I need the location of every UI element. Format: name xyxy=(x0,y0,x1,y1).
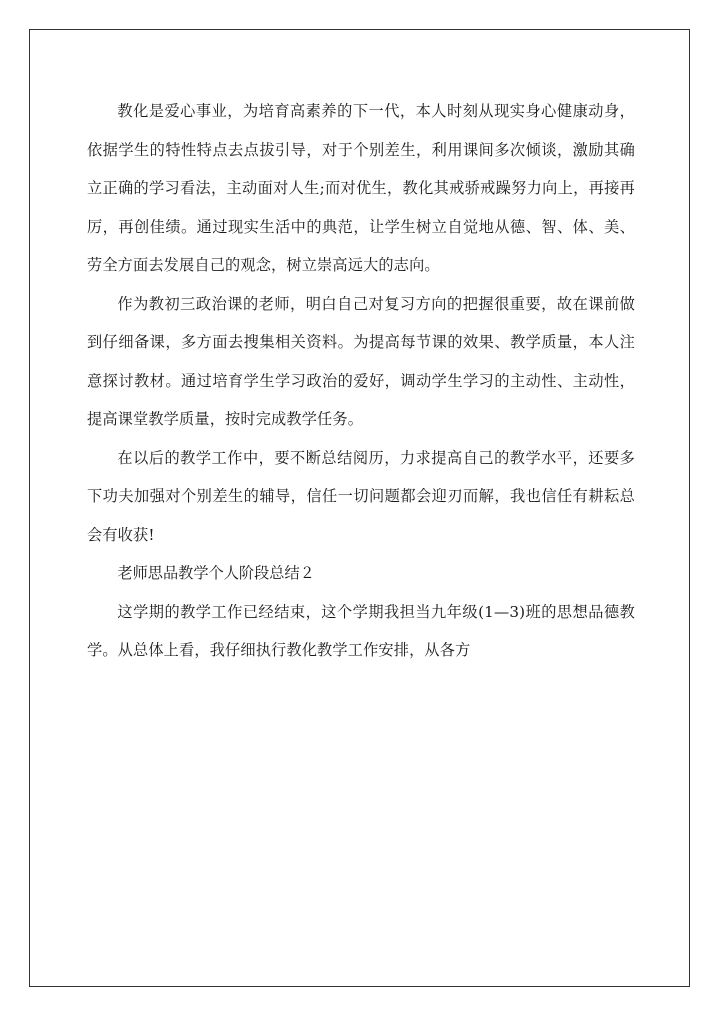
paragraph-politics-class: 作为教初三政治课的老师，明白自己对复习方向的把握很重要，故在课前做到仔细备课，多方面去搜集相关资料。为提高每节课的效果、教学质量，本人注意探讨教材。通过培育学生学习政治的爱好，调动学生学习的主动性、主动性，提高课堂教学质量，按时完成教学任务。 xyxy=(87,294,635,428)
paragraph-semester-summary: 这学期的教学工作已经结束，这个学期我担当九年级(1—3)班的思想品德教学。从总体上看，我仔细执行教化教学工作安排，从各方 xyxy=(87,602,635,659)
document-body xyxy=(87,92,635,670)
paragraph-education-love: 教化是爱心事业，为培育高素养的下一代，本人时刻从现实身心健康动身，依据学生的特性特点去点拔引导，对于个别差生，利用课间多次倾谈，激励其确立正确的学习看法，主动面对人生;而对优生，教化其戒骄戒躁努力向上，再接再厉，再创佳绩。通过现实生活中的典范，让学生树立自觉地从德、智、体、美、劳全方面去发展自己的观念，树立崇高远大的志向。 xyxy=(87,102,635,274)
paragraph-future-work: 在以后的教学工作中，要不断总结阅历，力求提高自己的教学水平，还要多下功夫加强对个别差生的辅导，信任一切问题都会迎刃而解，我也信任有耕耘总会有收获! xyxy=(87,448,635,544)
section-title: 老师思品教学个人阶段总结２ xyxy=(117,564,315,582)
